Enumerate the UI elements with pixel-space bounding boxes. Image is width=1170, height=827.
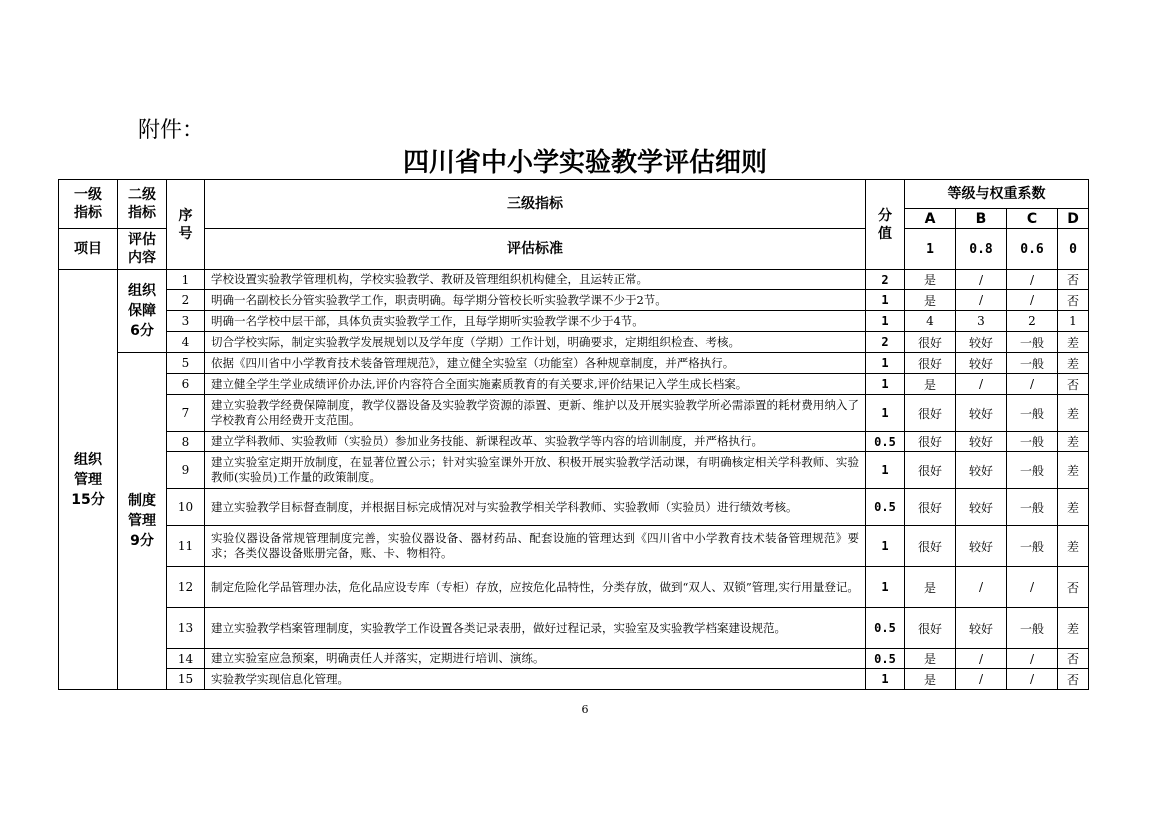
row-grade-c: 一般 [1007,332,1058,353]
row-text: 建立实验教学目标督查制度，并根据目标完成情况对与实验教学相关学科教师、实验教师（实验员）进行绩效考核。 [205,489,866,526]
row-score: 0.5 [866,649,905,669]
row-grade-b: 较好 [956,526,1007,567]
row-grade-c: 一般 [1007,432,1058,452]
row-grade-c: / [1007,649,1058,669]
row-score: 1 [866,290,905,311]
row-grade-a: 很好 [905,608,956,649]
row-grade-a: 是 [905,649,956,669]
table-row [59,649,1089,669]
row-number: 14 [167,649,205,669]
table-row [59,311,1089,332]
row-number: 6 [167,374,205,395]
table-row [59,332,1089,353]
row-grade-d: 差 [1058,526,1089,567]
row-text: 明确一名副校长分管实验教学工作，职责明确。每学期分管校长听实验教学课不少于2节。 [205,290,866,311]
header-level1: 一级 指标 [59,180,118,229]
weight-c: 0.6 [1007,229,1058,270]
row-score: 1 [866,353,905,374]
table-row [59,374,1089,395]
row-score: 1 [866,374,905,395]
row-number: 15 [167,669,205,690]
row-text: 制定危险化学品管理办法，危化品应设专库（专柜）存放，应按危化品特性，分类存放，做到“双人、双锁”管理,实行用量登记。 [205,567,866,608]
table-row [59,608,1089,649]
table-row [59,432,1089,452]
table-row [59,669,1089,690]
row-grade-a: 很好 [905,432,956,452]
row-text: 依据《四川省中小学教育技术装备管理规范》，建立健全实验室（功能室）各种规章制度，并严格执行。 [205,353,866,374]
attachment-label: 附件： [138,118,205,143]
row-grade-b: / [956,374,1007,395]
row-number: 9 [167,452,205,489]
row-grade-d: 1 [1058,311,1089,332]
header-grade-b: B [956,209,1007,229]
row-grade-c: 一般 [1007,608,1058,649]
table-row [59,270,1089,290]
table-row [59,452,1089,489]
row-grade-a: 很好 [905,395,956,432]
row-grade-c: / [1007,669,1058,690]
header-seq: 序 号 [167,180,205,270]
row-text: 实验仪器设备常规管理制度完善，实验仪器设备、器材药品、配套设施的管理达到《四川省中小学教育技术装备管理规范》要求；各类仪器设备账册完备，账、卡、物相符。 [205,526,866,567]
row-grade-b: 较好 [956,332,1007,353]
header-level3: 三级指标 [205,180,866,229]
row-text: 建立健全学生学业成绩评价办法,评价内容符合全面实施素质教育的有关要求,评价结果记入学生成长档案。 [205,374,866,395]
table-row [59,567,1089,608]
row-grade-a: 很好 [905,353,956,374]
row-grade-d: 否 [1058,270,1089,290]
row-number: 7 [167,395,205,432]
row-grade-d: 差 [1058,395,1089,432]
group-organization-management: 组织 管理 15分 [59,270,118,690]
header-project: 项目 [59,229,118,270]
row-grade-d: 否 [1058,649,1089,669]
table-row [59,489,1089,526]
evaluation-table [58,179,1089,690]
row-number: 3 [167,311,205,332]
table-row [59,395,1089,432]
row-grade-b: 较好 [956,395,1007,432]
row-number: 13 [167,608,205,649]
row-grade-d: 差 [1058,332,1089,353]
row-text: 建立实验教学档案管理制度，实验教学工作设置各类记录表册，做好过程记录，实验室及实验教学档案建设规范。 [205,608,866,649]
row-grade-b: 3 [956,311,1007,332]
row-grade-a: 很好 [905,489,956,526]
row-number: 5 [167,353,205,374]
row-score: 0.5 [866,489,905,526]
row-text: 学校设置实验教学管理机构，学校实验教学、教研及管理组织机构健全，且运转正常。 [205,270,866,290]
row-grade-d: 差 [1058,432,1089,452]
row-grade-c: 一般 [1007,395,1058,432]
row-number: 1 [167,270,205,290]
row-grade-b: 较好 [956,608,1007,649]
weight-d: 0 [1058,229,1089,270]
row-grade-d: 否 [1058,290,1089,311]
row-number: 4 [167,332,205,353]
row-grade-d: 差 [1058,353,1089,374]
row-number: 11 [167,526,205,567]
row-grade-a: 是 [905,270,956,290]
row-grade-b: 较好 [956,452,1007,489]
row-grade-a: 4 [905,311,956,332]
header-level2: 二级 指标 [118,180,167,229]
header-grade-a: A [905,209,956,229]
row-text: 建立实验教学经费保障制度，教学仪器设备及实验教学资源的添置、更新、维护以及开展实验教学所必需添置的耗材费用纳入了学校教育公用经费开支范围。 [205,395,866,432]
row-grade-c: / [1007,290,1058,311]
row-number: 12 [167,567,205,608]
row-score: 0.5 [866,608,905,649]
row-grade-b: / [956,649,1007,669]
row-score: 1 [866,311,905,332]
row-grade-d: 差 [1058,608,1089,649]
row-grade-a: 是 [905,290,956,311]
row-score: 1 [866,452,905,489]
row-grade-d: 否 [1058,669,1089,690]
row-grade-b: / [956,270,1007,290]
row-text: 明确一名学校中层干部，具体负责实验教学工作，且每学期听实验教学课不少于4节。 [205,311,866,332]
header-grade-c: C [1007,209,1058,229]
row-score: 1 [866,669,905,690]
row-grade-b: / [956,669,1007,690]
row-number: 8 [167,432,205,452]
row-grade-c: / [1007,270,1058,290]
row-grade-b: / [956,567,1007,608]
sub-organization-guarantee: 组织 保障 6分 [118,270,167,353]
row-score: 2 [866,270,905,290]
row-grade-d: 否 [1058,374,1089,395]
row-grade-a: 是 [905,567,956,608]
row-text: 实验教学实现信息化管理。 [205,669,866,690]
row-grade-c: 一般 [1007,526,1058,567]
row-number: 2 [167,290,205,311]
weight-b: 0.8 [956,229,1007,270]
row-grade-a: 很好 [905,452,956,489]
row-grade-a: 很好 [905,526,956,567]
row-grade-d: 差 [1058,452,1089,489]
row-grade-b: 较好 [956,432,1007,452]
table-row [59,526,1089,567]
header-eval-standard: 评估标准 [205,229,866,270]
row-text: 建立实验室应急预案，明确责任人并落实，定期进行培训、演练。 [205,649,866,669]
weight-a: 1 [905,229,956,270]
row-grade-c: 一般 [1007,452,1058,489]
row-grade-a: 是 [905,374,956,395]
row-score: 1 [866,567,905,608]
row-grade-b: / [956,290,1007,311]
row-grade-c: / [1007,374,1058,395]
header-score: 分 值 [866,180,905,270]
row-score: 1 [866,395,905,432]
row-grade-c: 一般 [1007,353,1058,374]
table-row [59,353,1089,374]
table-row [59,290,1089,311]
row-score: 0.5 [866,432,905,452]
row-grade-d: 差 [1058,489,1089,526]
row-grade-c: / [1007,567,1058,608]
row-grade-b: 较好 [956,353,1007,374]
row-text: 切合学校实际，制定实验教学发展规划以及学年度（学期）工作计划，明确要求，定期组织检查、考核。 [205,332,866,353]
row-grade-d: 否 [1058,567,1089,608]
row-score: 2 [866,332,905,353]
row-grade-c: 一般 [1007,489,1058,526]
row-number: 10 [167,489,205,526]
row-text: 建立学科教师、实验教师（实验员）参加业务技能、新课程改革、实验教学等内容的培训制度，并严格执行。 [205,432,866,452]
header-grade-weight: 等级与权重系数 [905,180,1089,209]
header-eval-content: 评估 内容 [118,229,167,270]
page-number: 6 [581,703,589,716]
row-grade-a: 很好 [905,332,956,353]
document-title: 四川省中小学实验教学评估细则 [402,148,767,178]
row-grade-c: 2 [1007,311,1058,332]
row-grade-b: 较好 [956,489,1007,526]
row-grade-a: 是 [905,669,956,690]
header-grade-d: D [1058,209,1089,229]
row-text: 建立实验室定期开放制度，在显著位置公示；针对实验室课外开放、积极开展实验教学活动课，有明确核定相关学科教师、实验教师(实验员)工作量的政策制度。 [205,452,866,489]
row-score: 1 [866,526,905,567]
sub-system-management: 制度 管理 9分 [118,353,167,690]
